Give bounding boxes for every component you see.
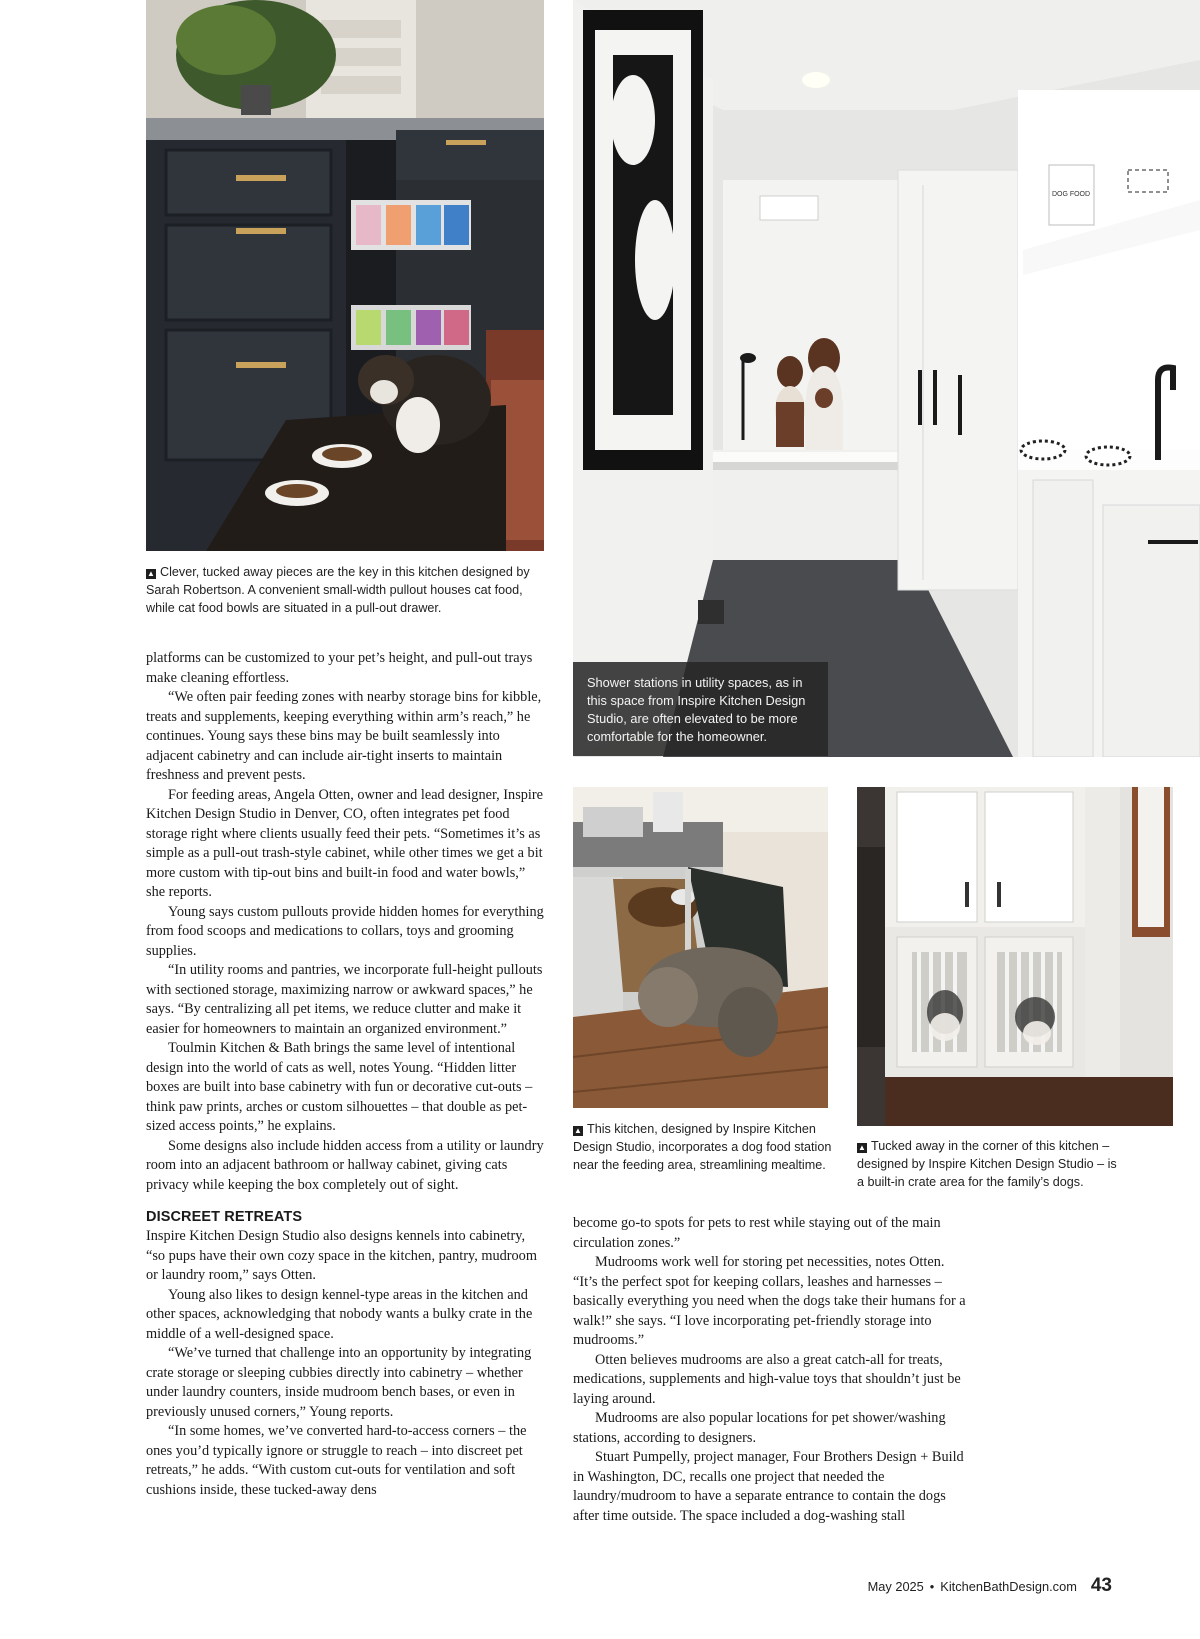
- dog-food-canister-label: DOG FOOD: [1051, 191, 1091, 198]
- footer-separator: •: [929, 1579, 935, 1594]
- overlay-caption: [573, 662, 828, 756]
- body-paragraph: Stuart Pumpelly, project manager, Four Brothers Design + Build in Washington, DC, recalls one project that needed the laundry/mudroom to have a separate entrance to contain the dogs after time outside. The space included a dog-washing stall: [573, 1449, 964, 1524]
- body-paragraph: Toulmin Kitchen & Bath brings the same level of intentional design into the world of cats as well, notes Young. “Hidden litter boxes are built into base cabinetry with fun or decorative cut-outs – think paw prints, arches or custom silhouettes – that double as pet-sized access points,” he explains.: [146, 1040, 533, 1134]
- photo-dog-food-station: [573, 787, 828, 1108]
- body-paragraph: For feeding areas, Angela Otten, owner and lead designer, Inspire Kitchen Design Studio in Denver, CO, often integrates pet food storage right where clients usually feed their pets. “Sometimes it’s as simple as a pull-out trash-style cabinet, while other times we get a bit more custom with tip-out bins and built-in food and water bowls,” she reports.: [146, 786, 543, 900]
- body-paragraph: platforms can be customized to your pet’s height, and pull-out trays make cleaning effortless.: [146, 650, 533, 686]
- article-right-column: [573, 1214, 971, 1526]
- body-paragraph: become go-to spots for pets to rest while staying out of the main circulation zones.”: [573, 1215, 941, 1251]
- body-paragraph: Some designs also include hidden access from a utility or laundry room into an adjacent bathroom or hallway cabinet, giving cats privacy while keeping the box completely out of sight.: [146, 1137, 544, 1193]
- photo-caption: [573, 1120, 838, 1174]
- photo-caption-icon: ▲: [147, 569, 155, 578]
- article-left-column: [146, 649, 544, 1500]
- body-paragraph: “We often pair feeding zones with nearby storage bins for kibble, treats and supplements, keeping everything within arm’s reach,” he continues. Young says these bins may be built seamlessly into adjacent cabinetry and can include air-tight inserts to maintain freshness and prevent pests.: [146, 689, 542, 783]
- caption-text: Tucked away in the corner of this kitchen – designed by Inspire Kitchen Design Studio – is a built-in crate area for the family’s dogs.: [857, 1139, 1117, 1189]
- photo-caption: [146, 563, 544, 617]
- page-footer: [868, 1575, 1112, 1597]
- website-link[interactable]: KitchenBathDesign.com: [940, 1579, 1077, 1594]
- photo-cat-kitchen: [146, 0, 544, 551]
- body-paragraph: Young says custom pullouts provide hidden homes for everything from food scoops and medications to collars, toys and grooming supplies.: [146, 903, 544, 959]
- body-paragraph: Young also likes to design kennel-type areas in the kitchen and other spaces, acknowledging that nobody wants a bulky crate in the middle of a well-designed space.: [146, 1286, 533, 1342]
- caption-text: This kitchen, designed by Inspire Kitchen Design Studio, incorporates a dog food station near the feeding area, streamlining mealtime.: [573, 1122, 832, 1172]
- body-paragraph: “In some homes, we’ve converted hard-to-access corners – the ones you’d typically ignore or struggle to reach – into discreet pet retreats,” he adds. “With custom cut-outs for ventilation and soft cushions inside, these tucked-away dens: [146, 1423, 527, 1498]
- body-paragraph: Inspire Kitchen Design Studio also designs kennels into cabinetry, “so pups have their own cozy space in the kitchen, pantry, mudroom or laundry room,” says Otten.: [146, 1228, 537, 1283]
- caption-text: Shower stations in utility spaces, as in this space from Inspire Kitchen Design Studio, are often elevated to be more comfortable for the homeowner.: [587, 675, 806, 744]
- photo-shower-station: [573, 0, 1200, 757]
- photo-crate-area: [857, 787, 1173, 1126]
- section-subhead: DISCREET RETREATS: [146, 1209, 303, 1225]
- body-paragraph: Mudrooms are also popular locations for pet shower/washing stations, according to designers.: [573, 1410, 946, 1446]
- photo-caption-icon: ▲: [858, 1143, 866, 1152]
- issue-date: May 2025: [867, 1579, 924, 1594]
- body-paragraph: “We’ve turned that challenge into an opportunity by integrating crate storage or sleeping cubbies directly into cabinetry – whether under laundry counters, inside mudroom bench bases, or even in previously unused corners,” Young reports.: [146, 1345, 532, 1420]
- page-number: 43: [1090, 1575, 1112, 1596]
- body-paragraph: Mudrooms work well for storing pet necessities, notes Otten. “It’s the perfect spot for keeping collars, leashes and harnesses – basically everything you need when the dogs take their humans for a walk!” she says. “I love incorporating pet-friendly storage into mudrooms.”: [573, 1254, 966, 1348]
- photo-caption-icon: ▲: [574, 1126, 582, 1135]
- caption-text: Clever, tucked away pieces are the key in this kitchen designed by Sarah Robertson. A convenient small-width pullout houses cat food, while cat food bowls are situated in a pull-out drawer.: [146, 565, 530, 615]
- body-paragraph: Otten believes mudrooms are also a great catch-all for treats, medications, supplements and high-value toys that shouldn’t just be laying around.: [573, 1351, 961, 1407]
- body-paragraph: “In utility rooms and pantries, we incorporate full-height pullouts with sectioned storage, maximizing narrow or awkward spaces,” he says. “By centralizing all pet items, we reduce clutter and make it easier for homeowners to maintain an organized environment.”: [146, 962, 543, 1037]
- photo-caption: [857, 1137, 1122, 1191]
